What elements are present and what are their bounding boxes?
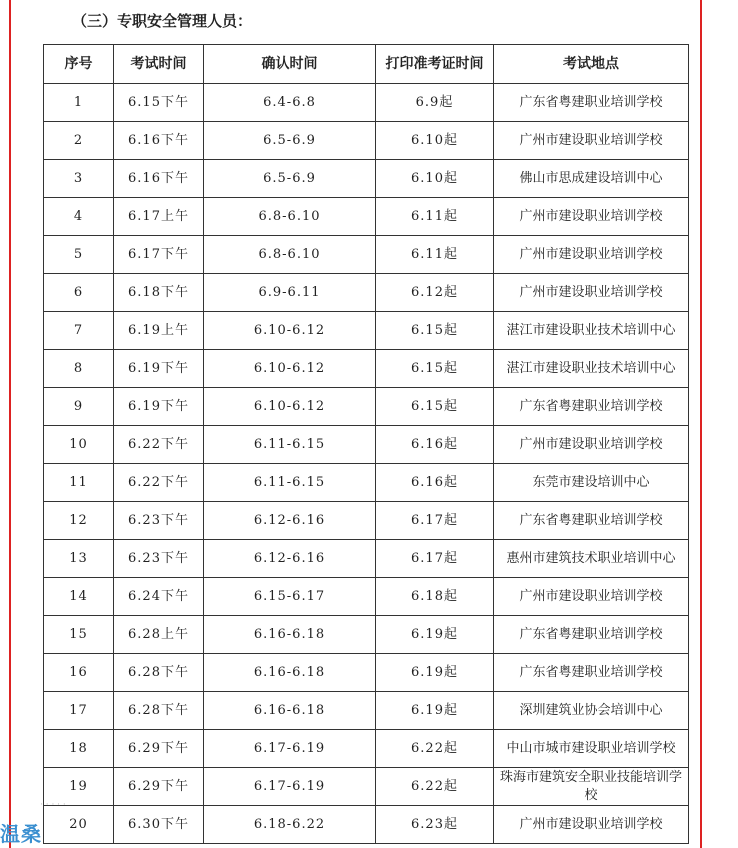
- cell-location: 惠州市建筑技术职业培训中心: [494, 540, 689, 578]
- cell-index: 12: [44, 502, 114, 540]
- cell-exam-time: 6.30下午: [114, 806, 204, 844]
- table-row: [44, 198, 689, 236]
- cell-exam-time: 6.23下午: [114, 540, 204, 578]
- cell-print-time: 6.11起: [376, 236, 494, 274]
- cell-confirm-time: 6.5-6.9: [204, 160, 376, 198]
- header-location: 考试地点: [494, 45, 689, 84]
- cell-location: 广州市建设职业培训学校: [494, 274, 689, 312]
- cell-exam-time: 6.28下午: [114, 692, 204, 730]
- cell-confirm-time: 6.8-6.10: [204, 236, 376, 274]
- cell-index: 13: [44, 540, 114, 578]
- cell-print-time: 6.16起: [376, 464, 494, 502]
- cell-index: 19: [44, 768, 114, 806]
- cell-print-time: 6.15起: [376, 388, 494, 426]
- cell-exam-time: 6.28下午: [114, 654, 204, 692]
- cell-exam-time: 6.22下午: [114, 426, 204, 464]
- cell-location: 深圳建筑业协会培训中心: [494, 692, 689, 730]
- cell-exam-time: 6.18下午: [114, 274, 204, 312]
- cell-index: 4: [44, 198, 114, 236]
- cell-print-time: 6.22起: [376, 730, 494, 768]
- cell-index: 9: [44, 388, 114, 426]
- exam-schedule-table: [43, 44, 689, 844]
- cell-print-time: 6.10起: [376, 122, 494, 160]
- cell-confirm-time: 6.5-6.9: [204, 122, 376, 160]
- cell-confirm-time: 6.4-6.8: [204, 84, 376, 122]
- cell-print-time: 6.19起: [376, 692, 494, 730]
- cell-index: 10: [44, 426, 114, 464]
- table-row: [44, 426, 689, 464]
- cell-exam-time: 6.17下午: [114, 236, 204, 274]
- cell-exam-time: 6.15下午: [114, 84, 204, 122]
- cell-index: 8: [44, 350, 114, 388]
- cell-confirm-time: 6.16-6.18: [204, 616, 376, 654]
- table-row: [44, 350, 689, 388]
- section-title: （三）专职安全管理人员：: [72, 12, 253, 30]
- cell-location: 广东省粤建职业培训学校: [494, 616, 689, 654]
- cell-print-time: 6.15起: [376, 350, 494, 388]
- cell-location: 佛山市思成建设培训中心: [494, 160, 689, 198]
- cell-print-time: 6.23起: [376, 806, 494, 844]
- cell-exam-time: 6.23下午: [114, 502, 204, 540]
- cell-confirm-time: 6.8-6.10: [204, 198, 376, 236]
- cell-index: 16: [44, 654, 114, 692]
- cell-print-time: 6.11起: [376, 198, 494, 236]
- cell-confirm-time: 6.11-6.15: [204, 426, 376, 464]
- table-row: [44, 502, 689, 540]
- cell-print-time: 6.9起: [376, 84, 494, 122]
- cell-location: 中山市城市建设职业培训学校: [494, 730, 689, 768]
- cell-confirm-time: 6.9-6.11: [204, 274, 376, 312]
- cell-print-time: 6.17起: [376, 502, 494, 540]
- table-header-row: [44, 45, 689, 84]
- cell-exam-time: 6.19上午: [114, 312, 204, 350]
- cell-location: 珠海市建筑安全职业技能培训学校: [494, 768, 689, 806]
- table-row: [44, 274, 689, 312]
- header-exam-time: 考试时间: [114, 45, 204, 84]
- cell-location: 广东省粤建职业培训学校: [494, 502, 689, 540]
- table-row: [44, 84, 689, 122]
- cell-location: 广州市建设职业培训学校: [494, 236, 689, 274]
- cell-exam-time: 6.28上午: [114, 616, 204, 654]
- cell-exam-time: 6.16下午: [114, 122, 204, 160]
- cell-index: 20: [44, 806, 114, 844]
- cell-location: 广东省粤建职业培训学校: [494, 388, 689, 426]
- table-row: [44, 388, 689, 426]
- cell-confirm-time: 6.11-6.15: [204, 464, 376, 502]
- cell-location: 湛江市建设职业技术培训中心: [494, 350, 689, 388]
- cell-print-time: 6.16起: [376, 426, 494, 464]
- cell-confirm-time: 6.12-6.16: [204, 502, 376, 540]
- cell-index: 1: [44, 84, 114, 122]
- cell-exam-time: 6.22下午: [114, 464, 204, 502]
- table-row: [44, 122, 689, 160]
- cell-location: 广州市建设职业培训学校: [494, 122, 689, 160]
- table-row: [44, 464, 689, 502]
- table-row: [44, 236, 689, 274]
- cell-index: 3: [44, 160, 114, 198]
- cell-location: 湛江市建设职业技术培训中心: [494, 312, 689, 350]
- cell-confirm-time: 6.12-6.16: [204, 540, 376, 578]
- cell-exam-time: 6.19下午: [114, 388, 204, 426]
- cell-exam-time: 6.19下午: [114, 350, 204, 388]
- cell-print-time: 6.17起: [376, 540, 494, 578]
- cell-exam-time: 6.29下午: [114, 730, 204, 768]
- cell-index: 17: [44, 692, 114, 730]
- cell-index: 18: [44, 730, 114, 768]
- watermark-dots: · · · · ·: [40, 800, 66, 810]
- cell-exam-time: 6.16下午: [114, 160, 204, 198]
- cell-index: 5: [44, 236, 114, 274]
- cell-location: 广州市建设职业培训学校: [494, 426, 689, 464]
- table-row: [44, 806, 689, 844]
- cell-confirm-time: 6.18-6.22: [204, 806, 376, 844]
- cell-index: 15: [44, 616, 114, 654]
- left-margin-rule: [9, 0, 11, 848]
- cell-location: 广州市建设职业培训学校: [494, 198, 689, 236]
- cell-print-time: 6.22起: [376, 768, 494, 806]
- cell-location: 广东省粤建职业培训学校: [494, 654, 689, 692]
- table-row: [44, 692, 689, 730]
- cell-index: 11: [44, 464, 114, 502]
- cell-confirm-time: 6.15-6.17: [204, 578, 376, 616]
- table-body: [44, 84, 689, 844]
- watermark-logo: 温桑: [0, 822, 42, 846]
- cell-location: 广州市建设职业培训学校: [494, 806, 689, 844]
- cell-index: 7: [44, 312, 114, 350]
- table-row: [44, 312, 689, 350]
- cell-confirm-time: 6.17-6.19: [204, 730, 376, 768]
- table-row: [44, 160, 689, 198]
- cell-exam-time: 6.24下午: [114, 578, 204, 616]
- table-row: [44, 730, 689, 768]
- cell-print-time: 6.10起: [376, 160, 494, 198]
- table-row: [44, 654, 689, 692]
- cell-confirm-time: 6.16-6.18: [204, 654, 376, 692]
- header-index: 序号: [44, 45, 114, 84]
- cell-index: 14: [44, 578, 114, 616]
- table-row: [44, 616, 689, 654]
- cell-exam-time: 6.17上午: [114, 198, 204, 236]
- right-margin-rule: [700, 0, 702, 848]
- header-confirm-time: 确认时间: [204, 45, 376, 84]
- header-print-time: 打印准考证时间: [376, 45, 494, 84]
- cell-location: 东莞市建设培训中心: [494, 464, 689, 502]
- cell-exam-time: 6.29下午: [114, 768, 204, 806]
- table-row: [44, 578, 689, 616]
- cell-print-time: 6.18起: [376, 578, 494, 616]
- cell-location: 广州市建设职业培训学校: [494, 578, 689, 616]
- cell-confirm-time: 6.16-6.18: [204, 692, 376, 730]
- cell-location: 广东省粤建职业培训学校: [494, 84, 689, 122]
- cell-print-time: 6.19起: [376, 616, 494, 654]
- cell-print-time: 6.12起: [376, 274, 494, 312]
- cell-confirm-time: 6.10-6.12: [204, 350, 376, 388]
- cell-index: 2: [44, 122, 114, 160]
- table-row: [44, 768, 689, 806]
- cell-confirm-time: 6.10-6.12: [204, 312, 376, 350]
- cell-confirm-time: 6.17-6.19: [204, 768, 376, 806]
- cell-confirm-time: 6.10-6.12: [204, 388, 376, 426]
- cell-print-time: 6.19起: [376, 654, 494, 692]
- cell-index: 6: [44, 274, 114, 312]
- cell-print-time: 6.15起: [376, 312, 494, 350]
- table-row: [44, 540, 689, 578]
